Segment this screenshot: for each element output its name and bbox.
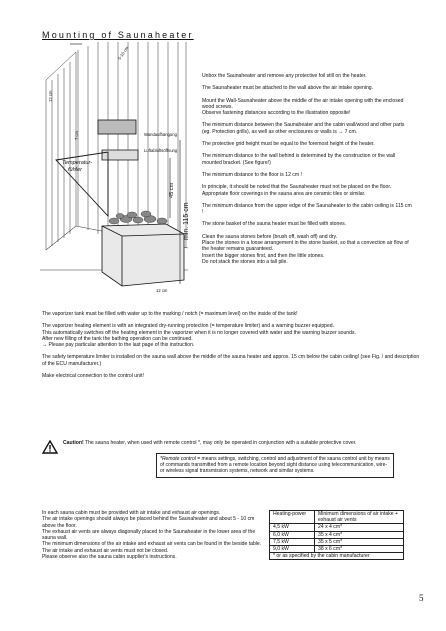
table-row bbox=[270, 524, 404, 531]
table-cell: 24 x 4 cm* bbox=[315, 524, 404, 531]
table-cell: 7,5 kW bbox=[270, 538, 315, 545]
caution-body: The sauna heater, when used with remote control *, may only be operated in conjunction with a suitable protective cover. bbox=[84, 440, 357, 446]
temp-sensor-label-1: Temperatur- bbox=[62, 160, 93, 166]
table-row bbox=[270, 531, 404, 538]
temp-sensor-label-2: fühler bbox=[68, 167, 82, 173]
table-header-cell: Heating-power bbox=[270, 511, 315, 524]
paragraph: Insert the bigger stones first, and then the little stones. bbox=[202, 252, 325, 259]
note-body: = means settings, switching, control and adjustment of the sauna control unit by means of commands transmitted from a remote location beyond sight distance using telecommunication, wire- or wireless signal transmission systems, network and similar systems. bbox=[160, 456, 390, 475]
paragraph: Appropriate floor coverings in the sauna area are ceramic tiles or similar. bbox=[202, 190, 366, 197]
paragraph: Clean the sauna stones before (brush off, wash off) and dry. bbox=[202, 233, 338, 240]
paragraph: The exhaust air vents are always diagonally placed to the Saunaheater in the lower area of the sauna wall. bbox=[42, 528, 256, 542]
paragraph: The air intake and exhaust air vents must not be closed. bbox=[42, 547, 169, 554]
table-row bbox=[270, 538, 404, 545]
wall-mount-label: Wandaufhängung bbox=[144, 132, 177, 137]
table-cell: 9,0 kW bbox=[270, 546, 315, 553]
dim-12-label: 12 cm bbox=[156, 288, 168, 293]
table-cell: 38 x 6 cm* bbox=[315, 546, 404, 553]
paragraph: Unbox the Saunaheater and remove any protective foil still on the heater. bbox=[202, 73, 367, 79]
vent-dimensions-table bbox=[269, 510, 404, 560]
paragraph: The minimum dimensions of the air intake and exhaust air vents can be found in the beside table. bbox=[42, 541, 262, 548]
ventilation-text bbox=[42, 510, 264, 560]
paragraph: The protective grid height must be equal to the foremost height of the heater. bbox=[202, 141, 375, 148]
paragraph: The vaporizer heating element is with an integrated dry-running protection (= temperature limiter) and a warning buzzer equipped. bbox=[42, 323, 335, 330]
warning-icon bbox=[42, 440, 58, 454]
table-footnote-row bbox=[270, 553, 404, 560]
paragraph: The minimum distance between the Saunaheater and the cabin wall/wood and other parts (eg. Protection grills), as well as other enclosures or walls is → 7 cm. bbox=[202, 122, 405, 135]
paragraph: → Please pay particular attention to the last page of this instruction. bbox=[42, 342, 195, 349]
table-row bbox=[270, 546, 404, 553]
paragraph: Make electrical connection to the control unit! bbox=[42, 373, 144, 380]
paragraph: The Saunaheater must be attached to the wall above the air intake opening. bbox=[202, 85, 374, 92]
paragraph: After new filling of the tank the bathing operation can be continued. bbox=[42, 335, 193, 342]
paragraph: Place the stones in a loose arrangement in the stone basket, so that a convection air flow of the heater remains guaranteed. bbox=[202, 240, 409, 253]
paragraph: The minimum distance to the floor is 12 cm ! bbox=[202, 171, 302, 178]
table-header-cell: Minimum dimensions of air intake + exhaust air vents bbox=[315, 511, 404, 524]
paragraph: The air intake openings should always be placed behind the Saunaheater and about 5 - 10 cm above the floor. bbox=[42, 516, 255, 529]
paragraph: The minimum distance to the wall behind is determined by the construction or the wall mounted bracket. (See figure!) bbox=[202, 153, 396, 166]
table-cell: 35 x 4 cm* bbox=[315, 531, 404, 538]
paragraph: Mount the Wall-Saunaheater above the middle of the air intake opening with the enclosed wood screws. bbox=[202, 97, 404, 110]
paragraph: The stone basket of the sauna heater must be filled with stones. bbox=[202, 221, 347, 228]
dim-5-10-label: 5-10 cm bbox=[116, 45, 130, 61]
paragraph: In each sauna cabin must be provided with air intake and exhaust air openings. bbox=[42, 510, 221, 516]
caution-label: Caution! bbox=[63, 440, 84, 446]
dim-45-label: 45 cm bbox=[169, 182, 175, 198]
paragraph: This automatically switches off the heating element in the vaporizer when it is no longer covered with water and the warning buzzer sounds. bbox=[42, 329, 356, 336]
table-header-row bbox=[270, 511, 404, 524]
paragraph: Do not stack the stones into a tall pile. bbox=[202, 258, 288, 265]
right-column-text bbox=[202, 73, 412, 265]
table-cell: 4,5 kW bbox=[270, 524, 315, 531]
note-label: *Remote control bbox=[160, 456, 196, 462]
page-number: 5 bbox=[419, 593, 424, 603]
paragraph: The vaporizer tank must be filled with water up to the marking / notch (= maximum level) on the inside of the tank! bbox=[42, 311, 298, 317]
dim-12b-label: 12 cm bbox=[48, 90, 53, 102]
paragraph: The minimum distance from the upper edge of the Saunaheater to the cabin ceiling is 115 cm ! bbox=[202, 202, 412, 216]
caution-text bbox=[63, 440, 363, 446]
mounting-illustration bbox=[38, 40, 200, 302]
dim-115-label: min. 115 cm bbox=[183, 202, 190, 240]
full-width-text bbox=[42, 311, 422, 379]
table-cell: 6,0 kW bbox=[270, 531, 315, 538]
paragraph: Observe fastening distances according to the illustration opposite! bbox=[202, 110, 351, 117]
paragraph: In principle, it should be noted that the Saunaheater must not be placed on the floor. bbox=[202, 184, 392, 191]
paragraph: The safety temperature limiter is installed on the sauna wall above the middle of the sauna heater and approx. 15 cm below the cabin ceiling! (see Fig. / and description of the ECU manufacturer.) bbox=[42, 354, 420, 367]
table-cell: 35 x 5 cm* bbox=[315, 538, 404, 545]
remote-control-note bbox=[156, 453, 394, 478]
table-footnote: * or as specified by the cabin manufacturer bbox=[270, 553, 404, 560]
dim-7-label: 7 cm bbox=[74, 130, 79, 140]
page-title: Mounting of Saunaheater bbox=[42, 30, 194, 40]
paragraph: Please observe also the sauna cabin supplier's instructions. bbox=[42, 554, 177, 561]
air-hole-label: Luftabluftsöffnung bbox=[144, 148, 178, 153]
